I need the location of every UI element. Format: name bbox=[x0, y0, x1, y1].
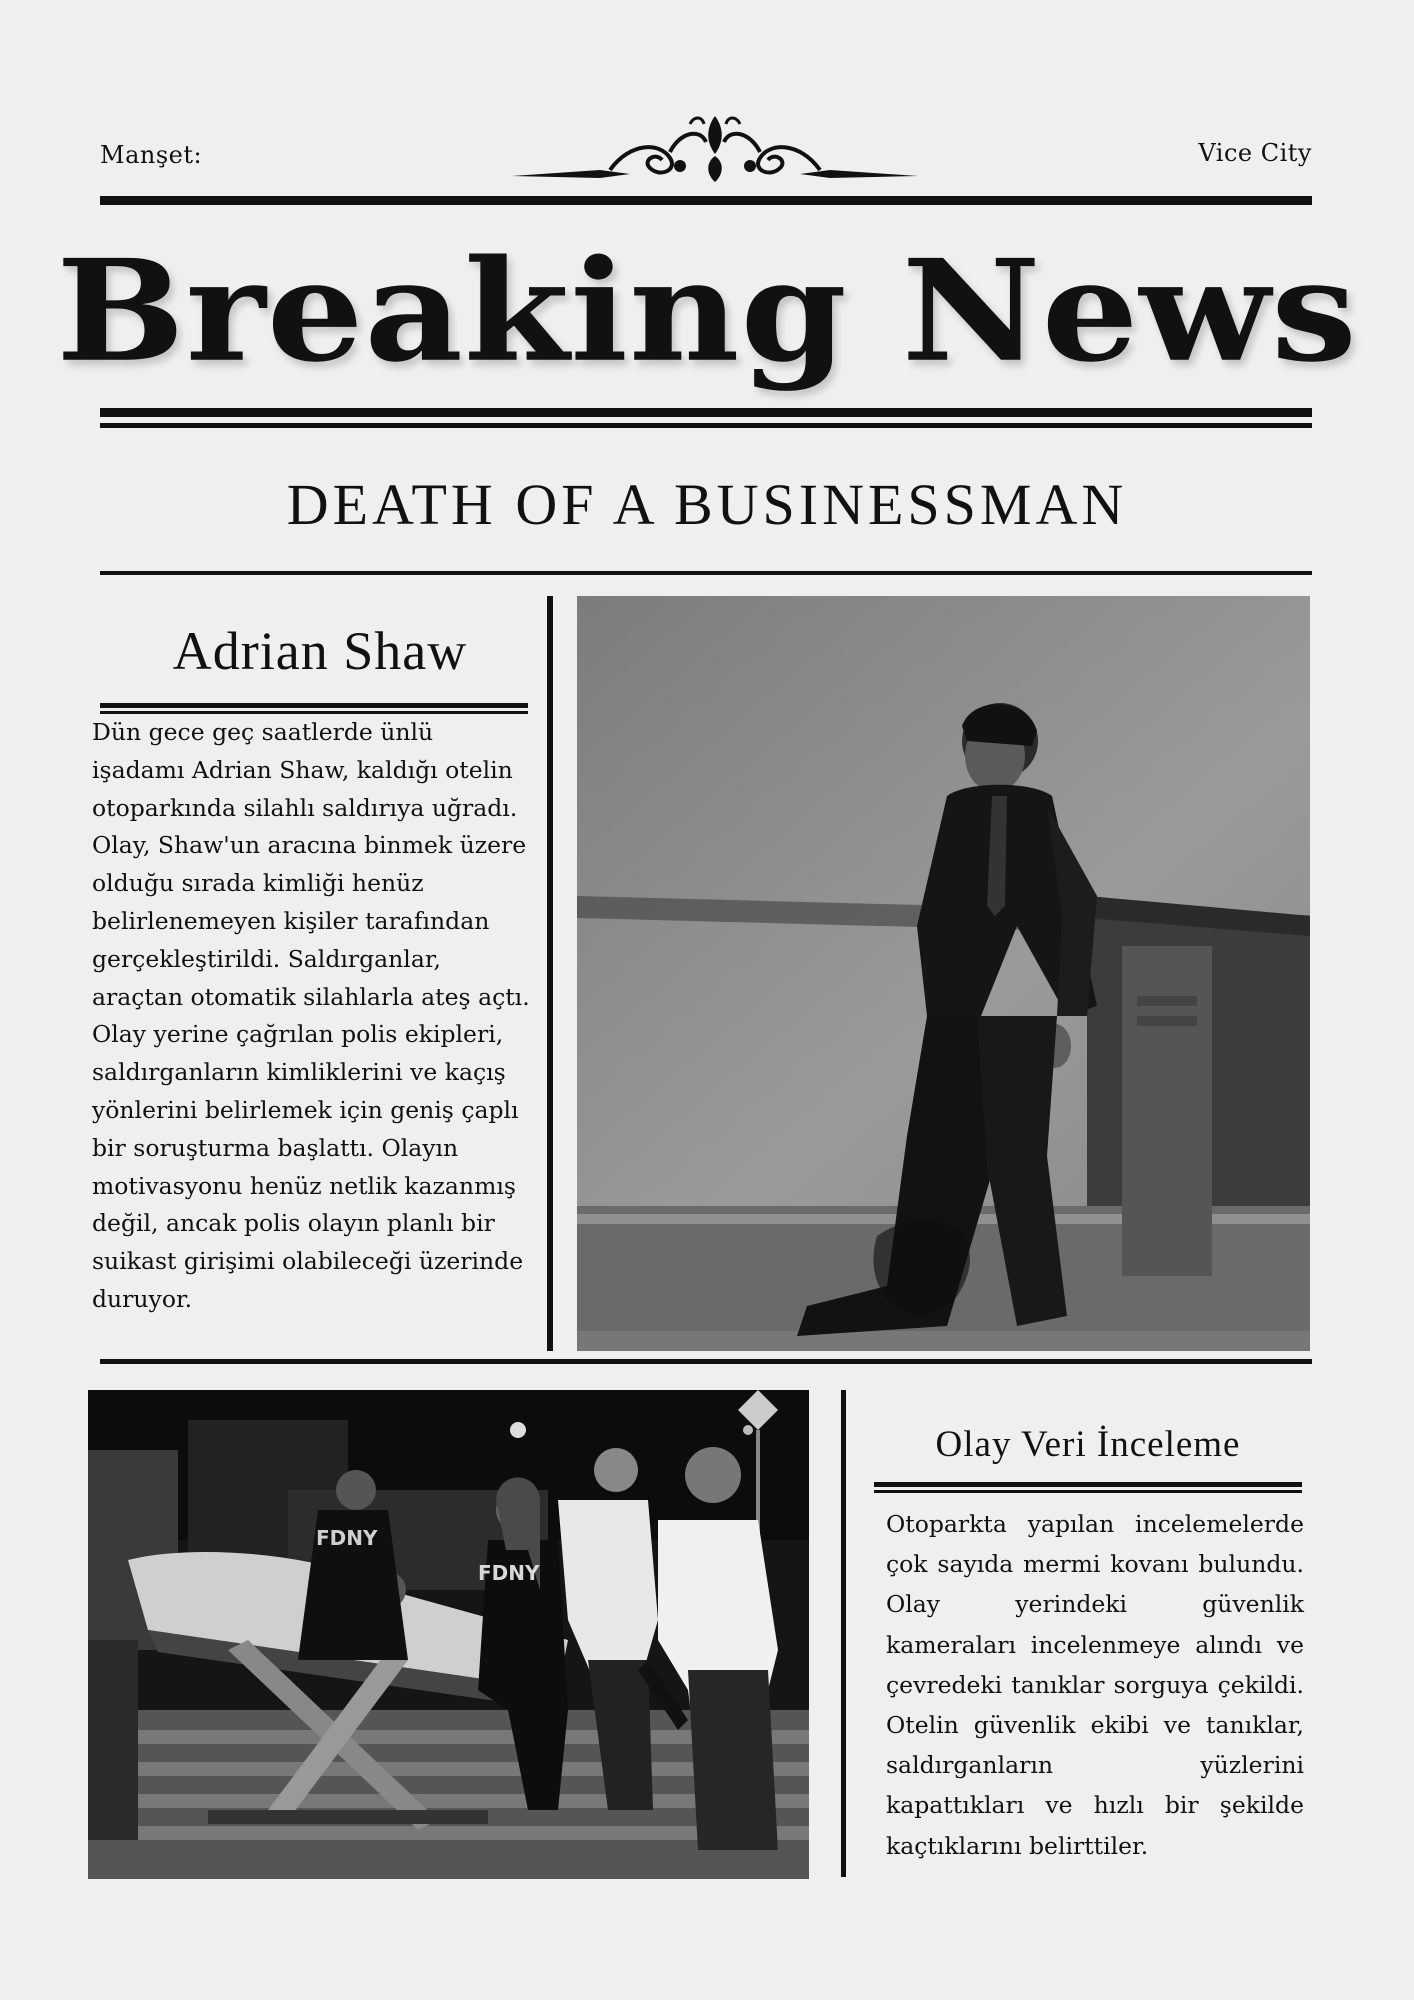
headline-rule bbox=[100, 571, 1312, 575]
kicker-left: Manşet: bbox=[100, 141, 203, 169]
main-article-body bbox=[92, 714, 532, 1319]
main-article-paragraph-1: Dün gece geç saatlerde ünlü işadamı Adrian Shaw, kaldığı otelin otoparkında silahlı saldırıya uğradı. Olay, Shaw'un aracına binmek üzere olduğu sırada kimliği henüz belirlenemeyen kişiler tarafından gerçekleştirildi. Saldırganlar, araçtan otomatik silahlarla ateş açtı. bbox=[92, 718, 530, 1011]
paramedics-stretcher-night-photo bbox=[88, 1390, 809, 1879]
photo-secondary bbox=[88, 1390, 809, 1879]
column-divider-top bbox=[547, 596, 553, 1351]
column-divider-bottom bbox=[841, 1390, 846, 1877]
side-article-title-rule-1 bbox=[874, 1482, 1302, 1487]
photo-main bbox=[577, 596, 1310, 1351]
businessman-walking-photo bbox=[577, 596, 1310, 1351]
vest-letters-right: FDNY bbox=[478, 1561, 540, 1585]
headline: DEATH OF A BUSINESSMAN bbox=[286, 472, 1128, 537]
side-article-title: Olay Veri İnceleme bbox=[935, 1424, 1241, 1465]
side-article-body: Otoparkta yapılan incelemelerde çok sayıda mermi kovanı bulundu. Olay yerindeki güvenlik kameraları incelenmeye alındı ve çevredeki tanıklar sorguya çekildi. Otelin güvenlik ekibi ve tanıklar, saldırganların yüzlerini kapattıkları ve hızlı bir şekilde kaçtıklarını belirttiler. bbox=[886, 1510, 1304, 1860]
kicker-right: Vice City bbox=[1198, 139, 1312, 167]
masthead-top-rule bbox=[100, 196, 1312, 205]
masthead-bottom-rule-thick bbox=[100, 408, 1312, 417]
ornament-flourish-icon bbox=[510, 112, 920, 188]
main-article-title-rule-1 bbox=[100, 703, 528, 708]
side-article-title-rule-2 bbox=[874, 1490, 1302, 1493]
section-rule bbox=[100, 1359, 1312, 1364]
main-article-paragraph-2: Olay yerine çağrılan polis ekipleri, saldırganların kimliklerini ve kaçış yönlerini belirlemek için geniş çaplı bir soruşturma başlattı. Olayın motivasyonu henüz netlik kazanmış değil, ancak polis olayın planlı bir suikast girişimi olabileceği üzerinde duruyor. bbox=[92, 1020, 524, 1313]
masthead-bottom-rule-thin bbox=[100, 423, 1312, 428]
masthead-title: Breaking News bbox=[56, 228, 1358, 393]
main-article-title: Adrian Shaw bbox=[172, 621, 468, 681]
vest-letters-left: FDNY bbox=[316, 1526, 378, 1550]
